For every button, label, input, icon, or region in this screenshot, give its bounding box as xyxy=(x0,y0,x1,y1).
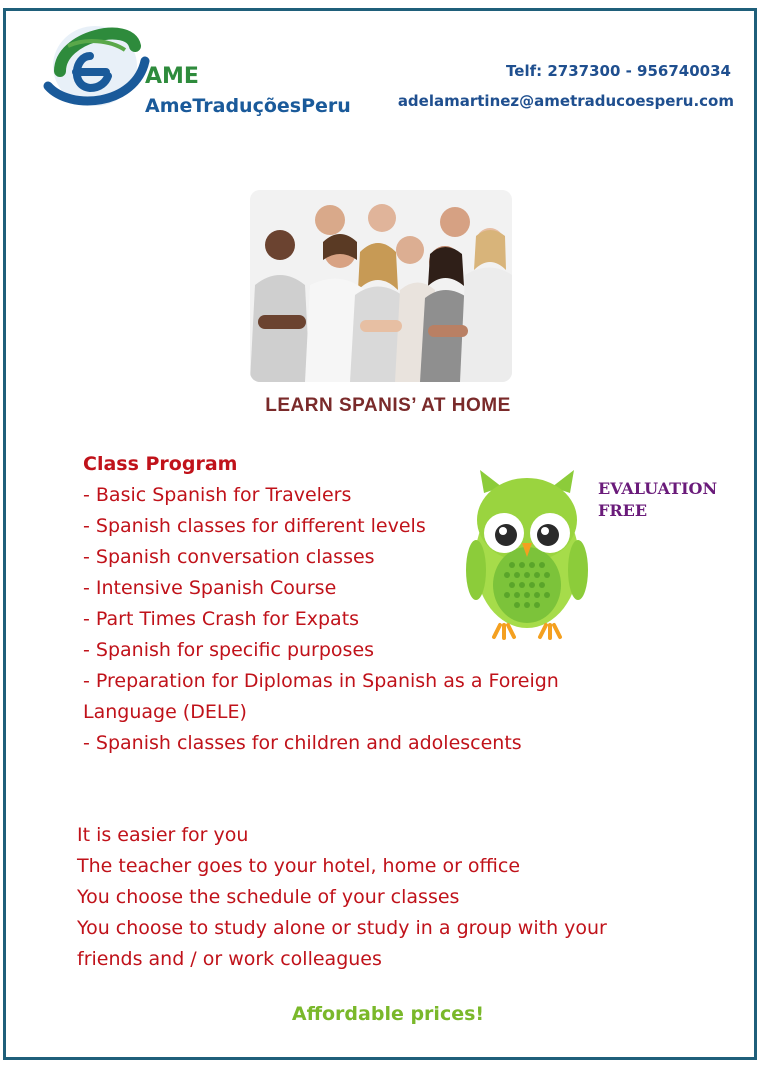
globe-logo-icon xyxy=(40,16,150,121)
list-item: - Intensive Spanish Course xyxy=(83,577,337,599)
evaluation-free-label xyxy=(598,478,717,522)
brand-name: AME xyxy=(145,64,199,89)
benefit-item: It is easier for you xyxy=(77,824,249,846)
affordable-prices-label: Affordable prices! xyxy=(291,1003,485,1025)
list-item: - Spanish classes for different levels xyxy=(83,515,426,537)
benefit-item: You choose the schedule of your classes xyxy=(77,886,460,908)
page-headline: LEARN SPANIS’ AT HOME xyxy=(265,395,511,416)
evaluation-text: EVALUATION xyxy=(598,479,718,498)
group-of-people-photo xyxy=(250,190,512,382)
email-address: adelamartinez@ametraducoesperu.com xyxy=(397,92,734,110)
list-item: - Basic Spanish for Travelers xyxy=(83,484,352,506)
brand-subtitle: AmeTraduçõesPeru xyxy=(145,95,351,117)
contact-block xyxy=(398,60,734,112)
benefit-item: The teacher goes to your hotel, home or office xyxy=(77,855,521,877)
list-item: - Spanish for specific purposes xyxy=(83,639,375,661)
owl-icon xyxy=(462,465,592,640)
benefits-list xyxy=(77,820,697,975)
list-item: - Spanish conversation classes xyxy=(83,546,375,568)
people-illustration-icon xyxy=(250,190,512,382)
free-text: FREE xyxy=(598,501,648,520)
phone-number: Telf: 2737300 - 956740034 xyxy=(506,62,731,80)
list-item: - Spanish classes for children and adolescents xyxy=(83,732,522,754)
list-item: - Preparation for Diplomas in Spanish as a Foreign Language (DELE) xyxy=(83,670,559,723)
class-program-title: Class Program xyxy=(83,453,238,475)
list-item: - Part Times Crash for Expats xyxy=(83,608,360,630)
benefit-item: You choose to study alone or study in a group with your friends and / or work colleagues xyxy=(77,917,607,970)
brand-logo xyxy=(40,16,360,126)
